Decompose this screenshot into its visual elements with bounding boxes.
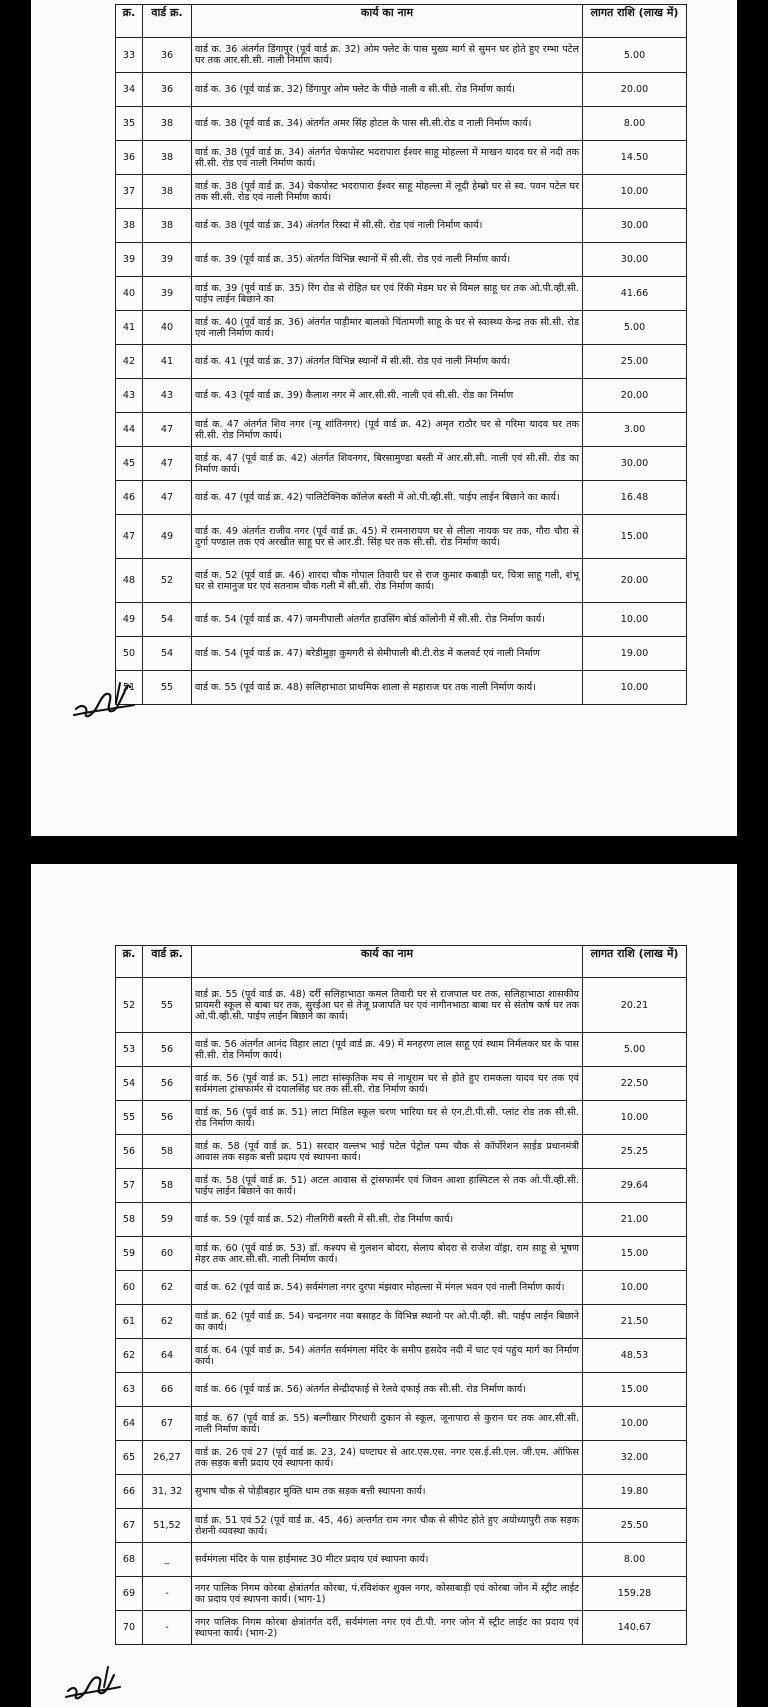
table-row: [116, 1577, 687, 1611]
row-cost: 15.00: [583, 1373, 687, 1407]
table-row: [116, 38, 687, 73]
row-serial: 42: [116, 345, 143, 379]
row-ward: 54: [143, 603, 192, 637]
table-row: [116, 413, 687, 447]
table-row: [116, 515, 687, 559]
works-table-body-page-2: [116, 978, 687, 1645]
row-cost: 15.00: [583, 1237, 687, 1271]
table-row: [116, 978, 687, 1033]
table-row: [116, 481, 687, 515]
table-row: [116, 243, 687, 277]
row-serial: 58: [116, 1203, 143, 1237]
row-cost: 21.00: [583, 1203, 687, 1237]
row-ward: 31, 32: [143, 1475, 192, 1509]
table-row: [116, 1101, 687, 1135]
row-serial: 41: [116, 311, 143, 345]
table-row: [116, 1509, 687, 1543]
row-work-description: वार्ड क. 38 (पूर्व वार्ड क्र. 34) अंतर्गत अमर सिंह होटल के पास सी.सी.रोड व नाली निर्माण कार्य।: [192, 107, 583, 141]
row-work-description: वार्ड क. 54 (पूर्व वार्ड क्र. 47) जमनीपाली अंतर्गत हाउसिंग बोर्ड कॉलोनी में सी.सी. रोड निर्माण कार्य।: [192, 603, 583, 637]
row-cost: 159.28: [583, 1577, 687, 1611]
row-cost: 30.00: [583, 243, 687, 277]
row-work-description: वार्ड क्र. 51 एवं 52 (पूर्व वार्ड क्र. 45, 46) अन्तर्गत राम नगर चौक से सीपेट होते हुए अयोध्यापुरी तक सड़क रोशनी व्यवस्था कार्य।: [192, 1509, 583, 1543]
row-serial: 38: [116, 209, 143, 243]
row-cost: 30.00: [583, 447, 687, 481]
header-cost: लागत राशि (लाख में): [583, 5, 687, 38]
row-ward: 38: [143, 209, 192, 243]
row-serial: 35: [116, 107, 143, 141]
row-ward: 36: [143, 73, 192, 107]
row-cost: 10.00: [583, 1271, 687, 1305]
row-ward: 39: [143, 277, 192, 311]
row-cost: 48.53: [583, 1339, 687, 1373]
row-ward: 38: [143, 107, 192, 141]
table-row: [116, 1441, 687, 1475]
row-cost: 14.50: [583, 141, 687, 175]
row-work-description: वार्ड क. 59 (पूर्व वार्ड क्र. 52) नीलगिरी बस्ती में सी.सी. रोड निर्माण कार्य।: [192, 1203, 583, 1237]
document-page-2: [31, 864, 737, 1707]
row-serial: 52: [116, 978, 143, 1033]
table-header-row: [116, 946, 687, 978]
row-ward: 26,27: [143, 1441, 192, 1475]
row-ward: 43: [143, 379, 192, 413]
table-row: [116, 141, 687, 175]
table-row: [116, 345, 687, 379]
header-serial: क्र.: [116, 946, 143, 978]
table-row: [116, 671, 687, 705]
row-serial: 56: [116, 1135, 143, 1169]
row-work-description: वार्ड क. 36 (पूर्व वार्ड क्र. 32) डिंगापुर ओम फ्लेट के पीछे नाली व सी.सी. रोड निर्माण कार्य।: [192, 73, 583, 107]
row-serial: 55: [116, 1101, 143, 1135]
row-serial: 64: [116, 1407, 143, 1441]
row-cost: 5.00: [583, 1033, 687, 1067]
works-table-body-page-1: [116, 38, 687, 705]
row-serial: 66: [116, 1475, 143, 1509]
row-serial: 48: [116, 559, 143, 603]
row-serial: 59: [116, 1237, 143, 1271]
row-work-description: वार्ड क. 39 (पूर्व वार्ड क्र. 35) रिंग रोड से रोहित घर एवं रिंकी मेडम घर से विमल साहू घर तक ओ.पी.व्ही.सी. पाईप लाईन बिछाने का: [192, 277, 583, 311]
row-cost: 20.00: [583, 559, 687, 603]
header-ward: वार्ड क्र.: [143, 946, 192, 978]
row-cost: 10.00: [583, 175, 687, 209]
table-row: [116, 1271, 687, 1305]
header-work-name: कार्य का नाम: [192, 5, 583, 38]
row-serial: 53: [116, 1033, 143, 1067]
row-ward: 51,52: [143, 1509, 192, 1543]
row-ward: -: [143, 1611, 192, 1645]
row-work-description: वार्ड क. 58 (पूर्व वार्ड क्र. 51) अटल आवास से ट्रांसफार्मर एवं जिवन आशा हास्पिटल से तक ओ.पी.व्ही.सी. पाईप लाईन बिछाने का कार्य।: [192, 1169, 583, 1203]
row-ward: 56: [143, 1067, 192, 1101]
row-serial: 65: [116, 1441, 143, 1475]
row-work-description: सुभाष चौक से पोड़ीबहार मुक्ति धाम तक सड़क बत्ती स्थापना कार्य।: [192, 1475, 583, 1509]
row-serial: 61: [116, 1305, 143, 1339]
row-work-description: वार्ड क. 56 अंतर्गत आनंद विहार लाटा (पूर्व वार्ड क्र. 49) में मनहरण लाल साहू एवं स्थाम निर्मलकर घर के पास सी.सी. रोड निर्माण कार्य।: [192, 1033, 583, 1067]
row-ward: 56: [143, 1033, 192, 1067]
row-ward: 58: [143, 1169, 192, 1203]
header-cost: लागत राशि (लाख में): [583, 946, 687, 978]
table-row: [116, 559, 687, 603]
row-work-description: वार्ड क. 49 अंतर्गत राजीव नगर (पूर्व वार्ड क्र. 45) में रामनारायण घर से लीला नायक घर तक, गौरा चौरा से दुर्गा पण्डाल तक एवं अरखीत साहू घर से आर.डी. सिंह घर तक सी.सी. रोड निर्माण कार्य।: [192, 515, 583, 559]
table-row: [116, 209, 687, 243]
row-work-description: वार्ड क. 36 अंतर्गत डिंगापुर (पूर्व वार्ड क्र. 32) ओम फ्लेट के पास मुख्य मार्ग से सुमन घर होते हुए रम्भा पटेल घर तक आर.सी.सी. नाली निर्माण कार्य।: [192, 38, 583, 73]
row-work-description: वार्ड क. 52 (पूर्व वार्ड क्र. 46) शारदा चौक गोपाल तिवारी घर से राज कुमार कबाड़ी घर, चित्रा साहू गली, शंभू घर से रामानुज घर एवं सतनाम चौक गली में सी.सी. रोड निर्माण कार्य।: [192, 559, 583, 603]
row-work-description: वार्ड क. 62 (पूर्व वार्ड क्र. 54) सर्वमंगला नगर दुरपा मंझवार मोहल्ला में मंगल भवन एवं नाली निर्माण कार्य।: [192, 1271, 583, 1305]
header-ward: वार्ड क्र.: [143, 5, 192, 38]
row-cost: 30.00: [583, 209, 687, 243]
row-serial: 33: [116, 38, 143, 73]
row-ward: 36: [143, 38, 192, 73]
row-work-description: वार्ड क. 55 (पूर्व वार्ड क्र. 48) सलिहाभाठा प्राथमिक शाला से महाराज घर तक नाली निर्माण कार्य।: [192, 671, 583, 705]
row-serial: 68: [116, 1543, 143, 1577]
row-ward: 62: [143, 1305, 192, 1339]
row-ward: 62: [143, 1271, 192, 1305]
row-serial: 50: [116, 637, 143, 671]
row-ward: 66: [143, 1373, 192, 1407]
handwritten-signature-2: [64, 1659, 124, 1703]
row-serial: 43: [116, 379, 143, 413]
row-work-description: वार्ड क्र. 62 (पूर्व वार्ड क्र. 54) चन्द्रनगर नया बसाहट के विभिन्न स्थानो पर ओ.पी.व्ही. सी. पाईप लाईन बिछाने का कार्य।: [192, 1305, 583, 1339]
row-cost: 10.00: [583, 603, 687, 637]
row-ward: 38: [143, 141, 192, 175]
row-ward: 47: [143, 481, 192, 515]
row-work-description: वार्ड क. 47 (पूर्व वार्ड क्र. 42) अंतर्गत शिवनगर, बिरसामुण्डा बस्ती में आर.सी.सी. नाली एवं सी.सी. रोड का निर्माण कार्य।: [192, 447, 583, 481]
row-ward: -: [143, 1577, 192, 1611]
row-ward: 39: [143, 243, 192, 277]
row-ward: 60: [143, 1237, 192, 1271]
row-serial: 49: [116, 603, 143, 637]
row-work-description: वार्ड क. 38 (पूर्व वार्ड क्र. 34) चेकपोस्ट भदरापारा ईश्वर साहू मोहल्ला में लूदी हेम्ब्रो घर से स्व. पवन पटेल घर तक सी.सी. रोड एवं नाली निर्माण कार्य।: [192, 175, 583, 209]
row-serial: 63: [116, 1373, 143, 1407]
row-serial: 36: [116, 141, 143, 175]
row-work-description: वार्ड क्र. 26 एवं 27 (पूर्व वार्ड क्र. 23, 24) घण्टाघर से आर.एस.एस. नगर एस.ई.सी.एल. जी.एम. ऑफिस तक सड़क बत्ती प्रदाय एवं स्थापना कार्य।: [192, 1441, 583, 1475]
row-work-description: वार्ड क. 66 (पूर्व वार्ड क्र. 56) अंतर्गत सेन्द्रीदफाई से रेलवे दफाई तक सी.सी. रोड निर्माण कार्य।: [192, 1373, 583, 1407]
row-work-description: वार्ड क. 43 (पूर्व वार्ड क्र. 39) कैलाश नगर में आर.सी.सी. नाली एवं सी.सी. रोड का निर्माण: [192, 379, 583, 413]
row-work-description: वार्ड क. 47 अंतर्गत शिव नगर (न्यू शांतिनगर) (पूर्व वार्ड क्र. 42) अमृत राठौर घर से गरिमा यादव घर तक सी.सी. रोड निर्माण कार्य।: [192, 413, 583, 447]
row-ward: 38: [143, 175, 192, 209]
table-row: [116, 1373, 687, 1407]
row-serial: 51: [116, 671, 143, 705]
row-serial: 47: [116, 515, 143, 559]
row-ward: 58: [143, 1135, 192, 1169]
row-cost: 3.00: [583, 413, 687, 447]
table-row: [116, 1305, 687, 1339]
row-ward: _: [143, 1543, 192, 1577]
row-serial: 37: [116, 175, 143, 209]
table-row: [116, 107, 687, 141]
row-work-description: वार्ड क. 54 (पूर्व वार्ड क्र. 47) बरेडीमुड़ा कुमगरी से सेमीपाली बी.टी.रोड में कलवर्ट एवं नाली निर्माण: [192, 637, 583, 671]
row-cost: 22.50: [583, 1067, 687, 1101]
row-ward: 40: [143, 311, 192, 345]
row-ward: 56: [143, 1101, 192, 1135]
row-serial: 67: [116, 1509, 143, 1543]
row-serial: 54: [116, 1067, 143, 1101]
row-cost: 32.00: [583, 1441, 687, 1475]
table-row: [116, 311, 687, 345]
works-table-page-2: [115, 945, 687, 1645]
row-ward: 49: [143, 515, 192, 559]
row-serial: 39: [116, 243, 143, 277]
row-ward: 67: [143, 1407, 192, 1441]
row-work-description: वार्ड क. 60 (पूर्व वार्ड क्र. 53) डॉ. कश्यप से गुलशन बोदरा, सेलाय बोदरा से राजेश वॉड्रा, राम साहू से भूषण मेहर तक आर.सी.सी. नाली निर्माण कार्य।: [192, 1237, 583, 1271]
table-row: [116, 1407, 687, 1441]
row-ward: 54: [143, 637, 192, 671]
row-cost: 25.50: [583, 1509, 687, 1543]
row-ward: 47: [143, 413, 192, 447]
row-serial: 69: [116, 1577, 143, 1611]
row-cost: 5.00: [583, 311, 687, 345]
table-row: [116, 1237, 687, 1271]
row-cost: 25.25: [583, 1135, 687, 1169]
row-work-description: वार्ड क. 38 (पूर्व वार्ड क्र. 34) अंतर्गत चेकपोस्ट भदरापारा ईश्वर साहू मोहल्ला में माखन यादव घर से नदी तक सी.सी. रोड एवं नाली निर्माण कार्य।: [192, 141, 583, 175]
table-row: [116, 1135, 687, 1169]
row-cost: 20.00: [583, 379, 687, 413]
row-work-description: वार्ड क. 56 (पूर्व वार्ड क्र. 51) लाटा मिडिल स्कूल चरण भारिया घर से एन.टी.पी.सी. प्लांट रोड तक सी.सी. रोड निर्माण कार्य।: [192, 1101, 583, 1135]
row-serial: 44: [116, 413, 143, 447]
row-cost: 16.48: [583, 481, 687, 515]
row-work-description: वार्ड क. 64 (पूर्व वार्ड क्र. 54) अंतर्गत सर्वमंगला मंदिर के समीप हसदेव नदी में घाट एवं पहुंच मार्ग का निर्माण कार्य।: [192, 1339, 583, 1373]
row-work-description: वार्ड क. 58 (पूर्व वार्ड क्र. 51) सरदार वल्लभ भाई पटेल पेट्रोल पम्प चौक से कॉर्पोरेशन साईड प्रधानमंत्री आवास तक सड़क बत्ती प्रदाय एवं स्थापना कार्य।: [192, 1135, 583, 1169]
row-serial: 57: [116, 1169, 143, 1203]
row-work-description: वार्ड क. 40 (पूर्व वार्ड क्र. 36) अंतर्गत पाड़ीमार बालको चिंतामणी साहू के घर से स्वास्थ्य केन्द्र तक सी.सी. रोड एवं नाली निर्माण कार्य।: [192, 311, 583, 345]
row-work-description: वार्ड क. 67 (पूर्व वार्ड क्र. 55) बल्गीखार गिरधारी दुकान से स्कूल, जूनापारा से कुरान घर तक आर.सी.सी. नाली निर्माण कार्य।: [192, 1407, 583, 1441]
row-cost: 25.00: [583, 345, 687, 379]
row-cost: 8.00: [583, 107, 687, 141]
table-row: [116, 1475, 687, 1509]
row-cost: 140.67: [583, 1611, 687, 1645]
row-ward: 55: [143, 978, 192, 1033]
row-cost: 10.00: [583, 671, 687, 705]
table-row: [116, 175, 687, 209]
table-row: [116, 1543, 687, 1577]
works-table-page-1: [115, 4, 687, 705]
table-row: [116, 73, 687, 107]
row-cost: 10.00: [583, 1101, 687, 1135]
handwritten-signature-1: [72, 673, 142, 721]
row-cost: 15.00: [583, 515, 687, 559]
row-ward: 59: [143, 1203, 192, 1237]
table-row: [116, 1339, 687, 1373]
table-row: [116, 1169, 687, 1203]
row-serial: 40: [116, 277, 143, 311]
row-cost: 21.50: [583, 1305, 687, 1339]
row-cost: 8.00: [583, 1543, 687, 1577]
row-work-description: नगर पालिक निगम कोरबा क्षेत्रांतर्गत दर्री, सर्वमंगला नगर एवं टी.पी. नगर जोन में स्ट्रीट लाईट का प्रदाय एवं स्थापना कार्य। (भाग-2): [192, 1611, 583, 1645]
row-work-description: वार्ड क. 39 (पूर्व वार्ड क्र. 35) अंतर्गत विभिन्न स्थानों में सी.सी. रोड एवं नाली निर्माण कार्य।: [192, 243, 583, 277]
table-row: [116, 379, 687, 413]
row-cost: 41.66: [583, 277, 687, 311]
table-row: [116, 603, 687, 637]
row-cost: 10.00: [583, 1407, 687, 1441]
row-serial: 70: [116, 1611, 143, 1645]
row-work-description: वार्ड क. 41 (पूर्व वार्ड क्र. 37) अंतर्गत विभिन्न स्थानों में सी.सी. रोड एवं नाली निर्माण कार्य।: [192, 345, 583, 379]
row-work-description: सर्वमंगला मंदिर के पास हाईमास्ट 30 मीटर प्रदाय एवं स्थापना कार्य।: [192, 1543, 583, 1577]
row-work-description: वार्ड क. 56 (पूर्व वार्ड क्र. 51) लाटा सांस्कृतिक मच से नाथूराम घर से होते हुए रामकला यादव घर तक एवं सर्वमंगला ट्रांसफार्मर से दयालसिंह घर तक सी.सी. रोड निर्माण कार्य।: [192, 1067, 583, 1101]
row-serial: 62: [116, 1339, 143, 1373]
table-row: [116, 637, 687, 671]
row-serial: 45: [116, 447, 143, 481]
header-work-name: कार्य का नाम: [192, 946, 583, 978]
row-ward: 47: [143, 447, 192, 481]
table-row: [116, 1067, 687, 1101]
table-row: [116, 1611, 687, 1645]
row-cost: 19.80: [583, 1475, 687, 1509]
row-serial: 46: [116, 481, 143, 515]
row-ward: 55: [143, 671, 192, 705]
table-row: [116, 277, 687, 311]
row-work-description: वार्ड क्र. 55 (पूर्व वार्ड क्र. 48) दर्री सलिहाभाठा कमल तिवारी घर से राजपाल घर तक, सलिहाभाठा शासकीय प्रायमरी स्कूल से बाबा घर तक, सुरईआ घर से तेजू प्रजापति घर एवं नागीनभाठा बाबा घर से संतोष कर्ष घर तक ओ.पी.व्ही.सी. पाईप लाईन बिछाने का कार्य।: [192, 978, 583, 1033]
row-ward: 52: [143, 559, 192, 603]
row-work-description: वार्ड क. 47 (पूर्व वार्ड क्र. 42) पालिटेक्निक कॉलेज बस्ती में ओ.पी.व्ही.सी. पाईप लाईन बिछाने का कार्य।: [192, 481, 583, 515]
row-serial: 60: [116, 1271, 143, 1305]
document-page-1: [31, 0, 737, 836]
row-cost: 20.00: [583, 73, 687, 107]
row-cost: 29.64: [583, 1169, 687, 1203]
row-ward: 64: [143, 1339, 192, 1373]
header-serial: क्र.: [116, 5, 143, 38]
table-header-row: [116, 5, 687, 38]
row-ward: 41: [143, 345, 192, 379]
row-work-description: नगर पालिक निगम कोरबा क्षेत्रांतर्गत कोरबा, पं.रविशंकर शुक्ल नगर, कोसाबाड़ी एवं कोरबा जोन में स्ट्रीट लाईट का प्रदाय एवं स्थापना कार्य। (भाग-1): [192, 1577, 583, 1611]
row-cost: 20.21: [583, 978, 687, 1033]
row-cost: 19.00: [583, 637, 687, 671]
table-row: [116, 1203, 687, 1237]
row-serial: 34: [116, 73, 143, 107]
table-row: [116, 447, 687, 481]
row-cost: 5.00: [583, 38, 687, 73]
row-work-description: वार्ड क. 38 (पूर्व वार्ड क्र. 34) अंतर्गत रिस्दा में सी.सी. रोड एवं नाली निर्माण कार्य।: [192, 209, 583, 243]
table-row: [116, 1033, 687, 1067]
